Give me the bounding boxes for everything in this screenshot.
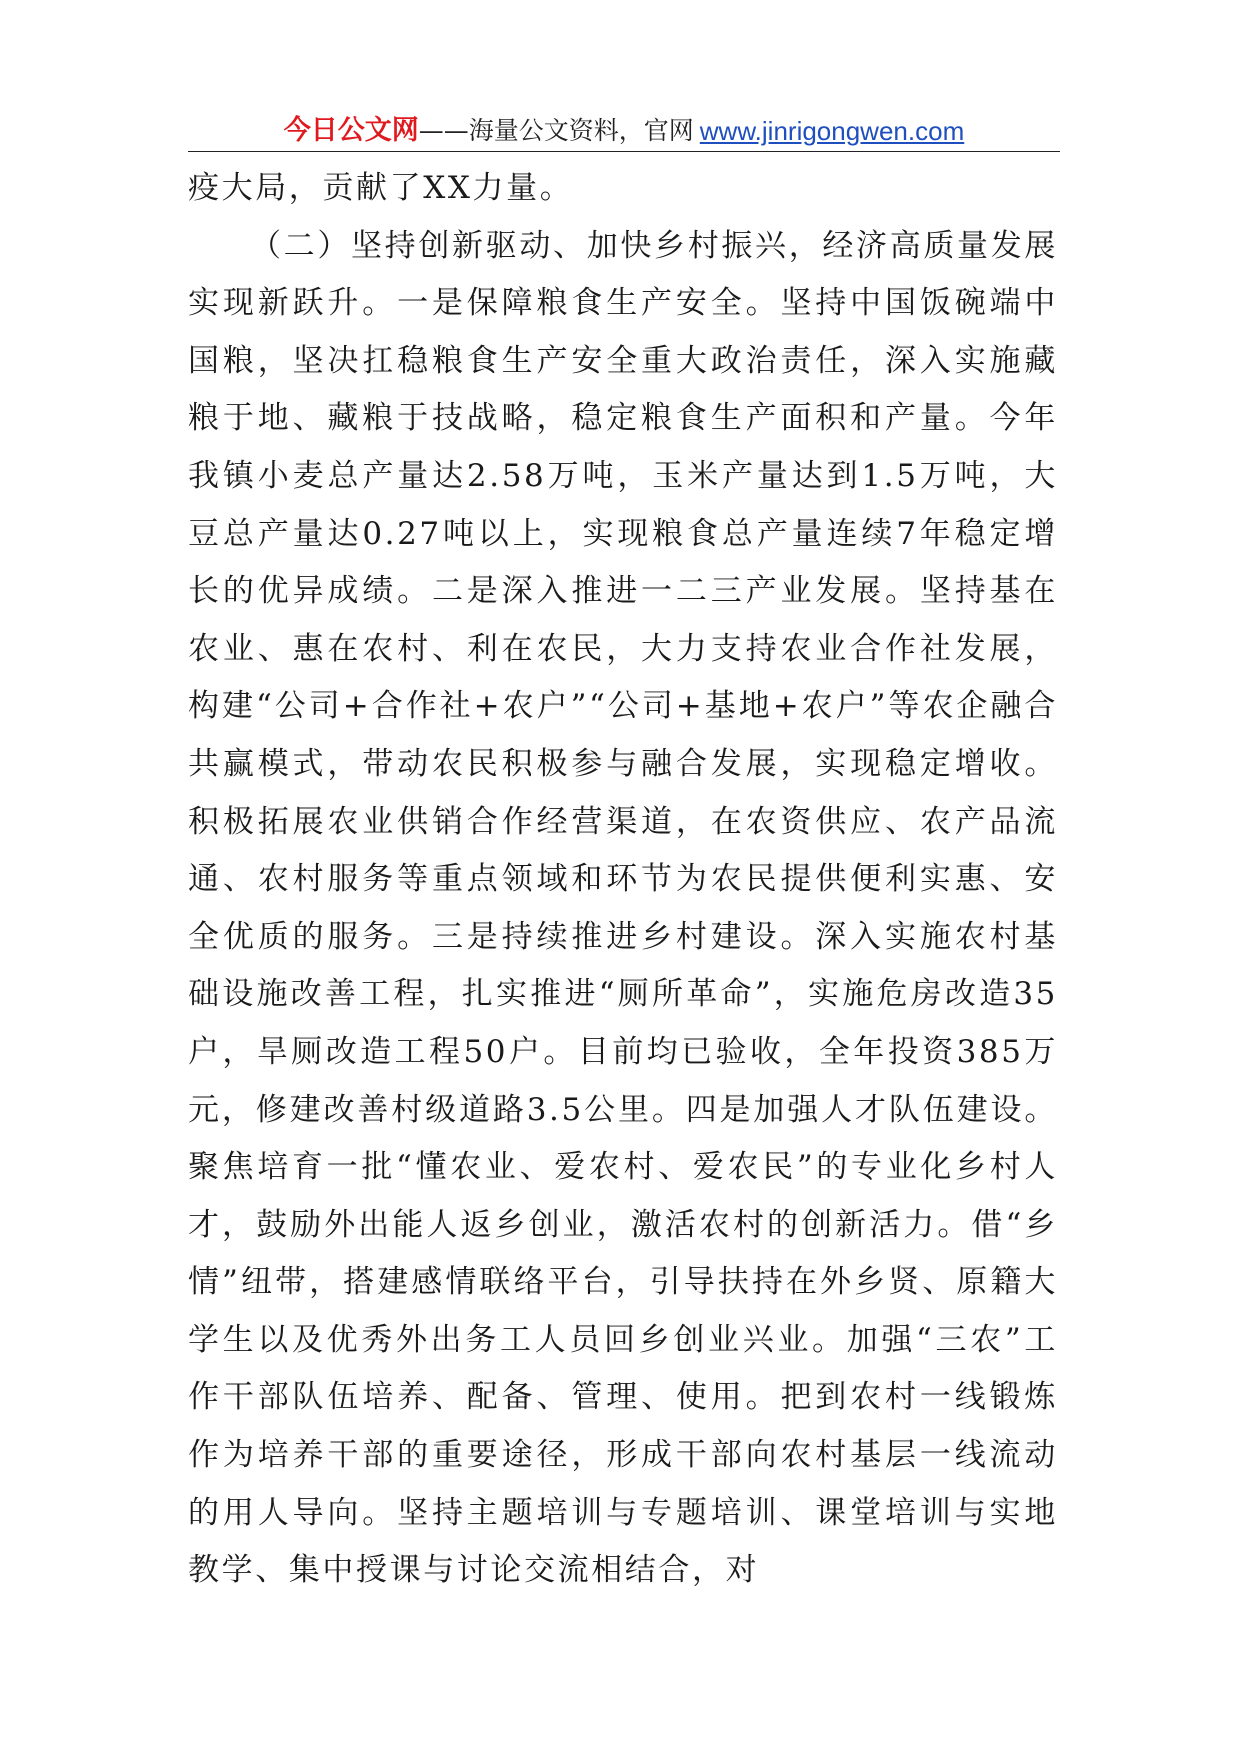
header-tagline: ——海量公文资料，官网 bbox=[418, 116, 694, 145]
website-link[interactable]: www.jinrigongwen.com bbox=[699, 116, 965, 146]
continuation-paragraph: 疫大局，贡献了XX力量。 bbox=[188, 170, 574, 206]
header-divider bbox=[188, 151, 1060, 152]
section-two-paragraph: （二）坚持创新驱动、加快乡村振兴，经济高质量发展实现新跃升。一是保障粮食生产安全。坚持中国饭碗端中国粮，坚决扛稳粮食生产安全重大政治责任，深入实施藏粮于地、藏粮于技战略，稳定粮食生产面积和产量。今年我镇小麦总产量达2.58万吨，玉米产量达到1.5万吨，大豆总产量达0.27吨以上，实现粮食总产量连续7年稳定增长的优异成绩。二是深入推进一二三产业发展。坚持基在农业、惠在农村、利在农民，大力支持农业合作社发展，构建“公司+合作社+农户”“公司+基地+农户”等农企融合共赢模式，带动农民积极参与融合发展，实现稳定增收。积极拓展农业供销合作经营渠道，在农资供应、农产品流通、农村服务等重点领域和环节为农民提供便利实惠、安全优质的服务。三是持续推进乡村建设。深入实施农村基础设施改善工程，扎实推进“厕所革命”，实施危房改造35户，旱厕改造工程50户。目前均已验收，全年投资385万元，修建改善村级道路3.5公里。四是加强人才队伍建设。聚焦培育一批“懂农业、爱农村、爱农民”的专业化乡村人才，鼓励外出能人返乡创业，激活农村的创新活力。借“乡情”纽带，搭建感情联络平台，引导扶持在外乡贤、原籍大学生以及优秀外出务工人员回乡创业兴业。加强“三农”工作干部队伍培养、配备、管理、使用。把到农村一线锻炼作为培养干部的重要途径，形成干部向农村基层一线流动的用人导向。坚持主题培训与专题培训、课堂培训与实地教学、集中授课与讨论交流相结合，对 bbox=[188, 227, 1058, 1589]
brand-name: 今日公文网 bbox=[283, 115, 419, 146]
page-header bbox=[188, 104, 1060, 148]
document-body bbox=[188, 160, 1058, 1600]
